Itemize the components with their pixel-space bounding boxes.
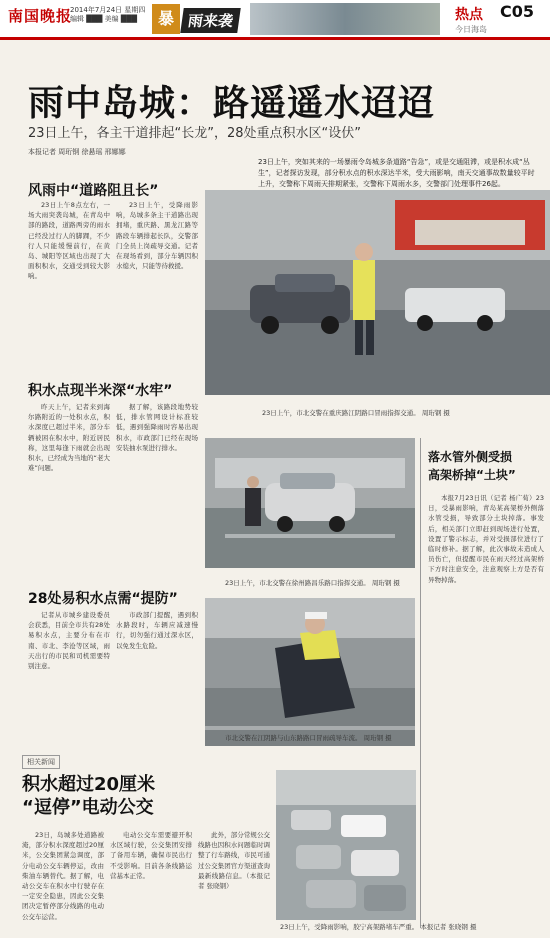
issue-info — [70, 6, 145, 24]
section-heading-3: 28处易积水点需“提防” — [28, 591, 178, 607]
masthead-logo: 南国晚报 — [8, 7, 73, 25]
related-headline-line-2: “逗停”电动公交 — [22, 797, 154, 818]
caption-3: 市北交警在江阴路与山东路路口冒雨疏导车流。 周珩钢 摄 — [225, 734, 392, 742]
section-heading-1: 风雨中“道路阻且长” — [28, 183, 159, 199]
section-2-col-1 — [28, 402, 110, 582]
caption-2: 23日上午，市北交警在徐州路昌乐路口指挥交通。 周珩钢 摄 — [225, 579, 400, 587]
issue-editor: 编辑 ███ 美编 ███ — [70, 15, 137, 23]
caption-4: 23日上午，受降雨影响，胶宁高架路堵车严重。 本报记者 张晓钢 摄 — [280, 923, 477, 931]
photo-flooded-car — [205, 438, 415, 568]
top-bar — [0, 0, 550, 40]
right-column-divider — [420, 438, 421, 928]
section-heading-2: 积水点现半米深“水牢” — [28, 383, 173, 399]
section-2-text-1: 昨天上午，记者来到海尔路附近的一处积水点，积水深度已超过半米，部分车辆被困在积水中，附近居民称，这里每逢下雨就会出现积水，已经成为当地的“老大难”问题。 — [28, 403, 110, 473]
section-2-col-2 — [116, 402, 198, 582]
section-1-text-1: 23日上午8点左右，一场大雨突袭岛城，在青岛中部的路段，道路两旁的雨水已经没过行人的脚踝，不少行人只能缓慢前行，在黄岛、城阳等区域也出现了大面积积水，交通受到较大影响。 — [28, 201, 110, 281]
related-col-2 — [110, 830, 192, 930]
section-1-text-2: 23日上午，受降雨影响，岛城多条主干道路出现拥堵，重庆路、黑龙江路等路段车辆排起长队，交警部门全员上岗疏导交通。记者在现场看到，部分车辆因积水熄火，只能等待救援。 — [116, 201, 198, 271]
right-article-body-col — [428, 493, 544, 923]
related-col-1 — [22, 830, 104, 930]
photo-traffic-jam — [276, 770, 416, 920]
section-name: 热点 — [455, 7, 483, 23]
topic-title: 雨来袭 — [180, 8, 241, 33]
lead-paragraph: 23日上午，突如其来的一场暴雨令岛城多条道路“告急”，或是交通阻滞，或是积水成“丛生”，记者探访发现，部分积水点的积水深达半米，受大雨影响，南天交通事故数量较平时上升，交警称下周雨天排期紧张，交警称下周雨水多，交警部门处理事件26起。 — [258, 158, 535, 188]
issue-date: 2014年7月24日 星期四 — [70, 6, 146, 14]
section-3-text-2: 市政部门提醒，遇到积水路段时，车辆应减速慢行，切勿强行通过深水区，以免发生危险。 — [116, 611, 198, 650]
photo-officer-drain — [205, 598, 415, 746]
section-3-col-2 — [116, 610, 198, 745]
related-text-1: 23日，岛城多处道路被淹，部分积水深度超过20厘米，公交集团紧急调度，部分电动公交车辆停运，改由柴油车辆替代。据了解，电动公交车在积水中行驶存在一定安全隐患，因此公交集团决定暂停部分线路的电动公交车运营。 — [22, 831, 104, 921]
main-headline: 雨中岛城：路遥遥水迢迢 — [28, 83, 436, 124]
right-article-heading: 落水管外侧受损 高架桥掉“土块” — [428, 450, 516, 482]
section-1-col-2 — [116, 200, 198, 368]
section-2-text-2: 据了解，该路段地势较低，排水管网设计标准较低，遇到强降雨时容易出现积水，市政部门已经在现场安装抽水泵进行排水。 — [116, 403, 198, 452]
related-news-tag: 相关新闻 — [22, 755, 60, 769]
related-text-2: 电动公交车需要避开积水区域行驶，公交集团安排了备用车辆，确保市民出行不受影响。目前各条线路运营基本正常。 — [110, 831, 192, 880]
related-text-3: 此外，部分常规公交线路也因积水问题临时调整了行车路线，市民可通过公交集团官方渠道查询最新线路信息。（本报记者 张晓钢） — [198, 831, 270, 891]
section-3-text-1: 记者从市城乡建设委员会获悉，目前全市共有28处易积水点，主要分布在市南、市北、李沧等区域，雨天出行的市民和司机需要特别注意。 — [28, 611, 110, 671]
byline: 本报记者 周珩钢 徐悬瑶 邢娜娜 — [28, 148, 126, 156]
section-1-col-1 — [28, 200, 110, 368]
photo-traffic-police — [205, 190, 550, 395]
topic-badge-icon: 暴 — [152, 4, 180, 34]
related-headline — [22, 773, 155, 819]
section-3-col-1 — [28, 610, 110, 745]
caption-1: 23日上午，市北交警在重庆路江阴路口冒雨指挥交通。 周珩钢 摄 — [262, 409, 450, 417]
related-col-3 — [198, 830, 270, 930]
right-article-body: 本报7月23日讯（记者 杨广荀）23日，受暴雨影响，青岛某高架桥外侧落水管受损，导致部分土块掉落。事发后，相关部门立即赶到现场进行处置，设置了警示标志，并对受损部位进行了临时修补。据了解，此次事故未造成人员伤亡，但提醒市民在雨天经过高架桥下方时注意安全，注意观察上方是否有异物掉落。 — [428, 494, 544, 584]
sub-headline: 23日上午，各主干道排起“长龙”，28处重点积水区“设伏” — [28, 126, 362, 141]
related-headline-line-1: 积水超过20厘米 — [22, 774, 156, 795]
section-sub: 今日海岛 — [455, 25, 487, 34]
page-number: C05 — [500, 2, 535, 21]
top-photo-strip — [250, 3, 440, 35]
